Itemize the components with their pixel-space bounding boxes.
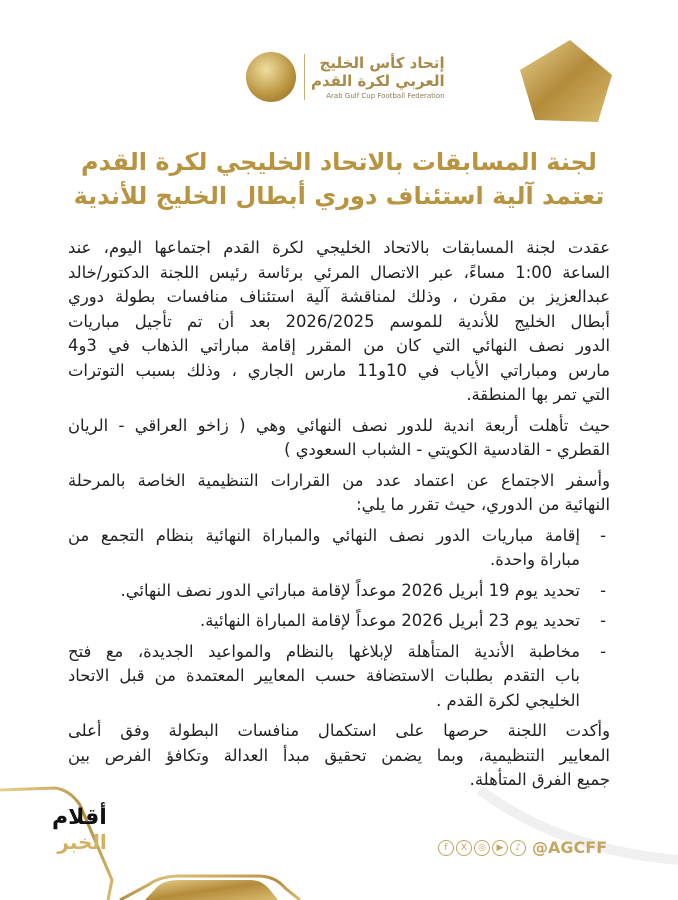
instagram-icon[interactable]: ◎	[474, 840, 490, 856]
text-line: إقامة مباريات الدور نصف النهائي والمباراة النهائية بنظام التجمع من	[68, 525, 580, 545]
text-line: مباراة واحدة.	[490, 550, 580, 569]
paragraph	[68, 236, 610, 408]
text-line: باب التقدم بطلبات الاستضافة حسب المعايير المعتمدة من قبل الاتحاد	[68, 666, 580, 685]
closing-paragraph	[68, 719, 610, 793]
logo-arabic-line1: إتحاد كأس الخليج	[319, 54, 445, 72]
logo-text	[304, 54, 445, 100]
tiktok-icon[interactable]: ♪	[510, 840, 526, 856]
text-line: المعايير التنظيمية، وبما يضمن تحقيق مبدأ العدالة وتكافؤ الفرص بين	[68, 745, 610, 765]
bullet-item	[68, 609, 610, 634]
title-line-2: تعتمد آلية استئناف دوري أبطال الخليج للأندية	[73, 182, 605, 210]
text-line: أبطال الخليج للأندية للموسم 2026/2025 بعد أن تم تأجيل مباريات	[68, 311, 610, 331]
bullet-item	[68, 640, 610, 714]
logo-english: Arab Gulf Cup Football Federation	[326, 92, 445, 100]
title-line-1: لجنة المسابقات بالاتحاد الخليجي لكرة القدم	[81, 148, 597, 176]
text-line: مخاطبة الأندية المتأهلة لإبلاغها بالنظام والمواعيد الجديدة، مع فتح	[68, 641, 580, 661]
bullet-item	[68, 579, 610, 604]
watermark-line2: الخبر	[57, 830, 107, 854]
bullet-marker: -	[600, 580, 606, 600]
social-bar	[438, 838, 607, 857]
text-line: تحديد يوم 19 أبريل 2026 موعداً لإقامة مباراتي الدور نصف النهائي.	[120, 580, 580, 600]
text-line: الخليجي لكرة القدم .	[436, 690, 580, 710]
pentagon-top-right	[520, 40, 612, 122]
text-line: تحديد يوم 23 أبريل 2026 موعداً لإقامة المباراة النهائية.	[200, 611, 580, 630]
watermark-logo	[52, 806, 107, 854]
text-line: الساعة 1:00 مساءً، عبر الاتصال المرئي برئاسة رئيس اللجنة الدكتور/خالد	[68, 262, 610, 282]
pentagon-bottom	[145, 880, 278, 900]
bullet-item	[68, 524, 610, 573]
paragraph	[68, 469, 610, 518]
text-line: الدور نصف النهائي التي كان من المقرر إقامة مباراتي الذهاب في 3و4	[68, 336, 610, 355]
text-line: عبدالعزيز بن مقرن ، وذلك لمناقشة آلية استئناف منافسات بطولة دوري	[68, 287, 610, 306]
football-logo-icon	[246, 52, 296, 102]
bullet-marker: -	[600, 641, 606, 661]
social-handle[interactable]: @AGCFF	[532, 838, 608, 857]
logo-arabic-line2: العربي لكرة القدم	[311, 72, 445, 90]
paragraph	[68, 414, 610, 463]
text-line: عقدت لجنة المسابقات بالاتحاد الخليجي لكرة القدم اجتماعها اليوم، عند	[68, 238, 610, 257]
bullet-marker: -	[600, 525, 606, 545]
text-line: مارس ومباراتي الأياب في 10و11 مارس الجاري ، وذلك بسبب التوترات	[68, 360, 610, 380]
text-line: النهائية من الدوري، حيث تقرر ما يلي:	[356, 495, 610, 514]
facebook-icon[interactable]: f	[438, 840, 454, 856]
text-line: وأكدت اللجنة حرصها على استكمال منافسات البطولة وفق أعلى	[68, 721, 610, 740]
text-line: حيث تأهلت أربعة اندية للدور نصف النهائي وهي ( زاخو العراقي - الريان	[68, 415, 610, 435]
federation-logo	[246, 52, 445, 102]
x-icon[interactable]: X	[456, 840, 472, 856]
text-line: جميع الفرق المتأهلة.	[469, 770, 610, 789]
text-line: التي تمر بها المنطقة.	[466, 385, 610, 404]
watermark-line1: أقلام	[52, 805, 107, 830]
page-title	[40, 145, 638, 213]
article-body	[68, 236, 610, 799]
text-line: وأسفر الاجتماع عن اعتماد عدد من القرارات التنظيمية الخاصة بالمرحلة	[68, 470, 610, 490]
youtube-icon[interactable]: ▶	[492, 840, 508, 856]
bullet-marker: -	[600, 611, 606, 630]
text-line: القطري - القادسية الكويتي - الشباب السعودي )	[284, 440, 610, 459]
